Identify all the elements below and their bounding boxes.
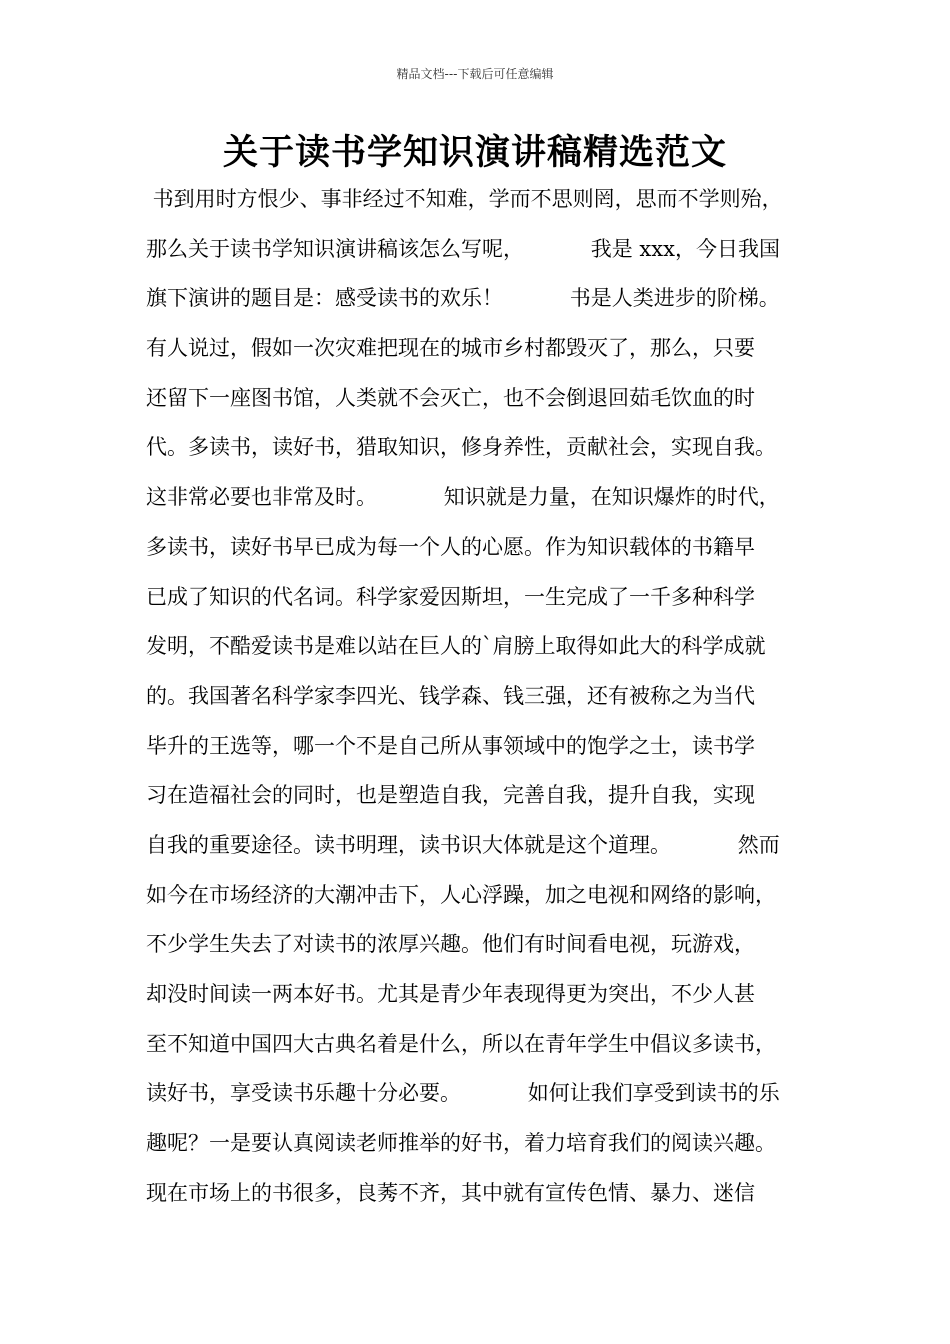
paragraph-line: 的。我国著名科学家李四光、钱学森、钱三强，还有被称之为当代 <box>146 683 755 708</box>
paragraph-line: 不少学生失去了对读书的浓厚兴趣。他们有时间看电视，玩游戏， <box>146 932 755 957</box>
paragraph-line: 还留下一座图书馆，人类就不会灭亡，也不会倒退回茹毛饮血的时 <box>146 385 755 410</box>
paragraph-line: 读好书，享受读书乐趣十分必要。 如何让我们享受到读书的乐 <box>146 1081 780 1106</box>
paragraph-line: 书到用时方恨少、事非经过不知难，学而不思则罔，思而不学则殆， <box>146 187 783 211</box>
paragraph-line: 多读书，读好书早已成为每一个人的心愿。作为知识载体的书籍早 <box>146 534 755 559</box>
paragraph-line: 有人说过，假如一次灾难把现在的城市乡村都毁灭了，那么，只要 <box>146 336 755 361</box>
paragraph-line: 习在造福社会的同时，也是塑造自我，完善自我，提升自我，实现 <box>146 783 755 808</box>
document-title: 关于读书学知识演讲稿精选范文 <box>222 133 727 173</box>
paragraph-line: 代。多读书，读好书，猎取知识，修身养性，贡献社会，实现自我。 <box>146 435 776 460</box>
paragraph-line: 毕升的王选等，哪一个不是自己所从事领域中的饱学之士，读书学 <box>146 733 755 758</box>
paragraph-line: 如今在市场经济的大潮冲击下，人心浮躁，加之电视和网络的影响， <box>146 882 776 907</box>
paragraph-line: 发明，不酷爱读书是难以站在巨人的`肩膀上取得如此大的科学成就 <box>146 634 766 659</box>
paragraph-line: 趣呢？一是要认真阅读老师推举的好书，着力培育我们的阅读兴趣。 <box>146 1131 776 1156</box>
header-note: 精品文档---下载后可任意编辑 <box>396 67 554 81</box>
document-body <box>146 179 836 1222</box>
paragraph-line: 现在市场上的书很多，良莠不齐，其中就有宣传色情、暴力、迷信 <box>146 1180 755 1205</box>
paragraph-line: 至不知道中国四大古典名着是什么，所以在青年学生中倡议多读书， <box>146 1031 776 1056</box>
paragraph-line: 那么关于读书学知识演讲稿该怎么写呢， 我是 xxx，今日我国 <box>146 236 780 261</box>
paragraph-line: 已成了知识的代名词。科学家爱因斯坦，一生完成了一千多种科学 <box>146 584 755 609</box>
paragraph-line: 旗下演讲的题目是：感受读书的欢乐！ 书是人类进步的阶梯。 <box>146 286 780 311</box>
paragraph-line: 自我的重要途径。读书明理，读书识大体就是这个道理。 然而 <box>146 832 780 857</box>
paragraph-line: 这非常必要也非常及时。 知识就是力量，在知识爆炸的时代， <box>146 485 780 510</box>
paragraph-line: 却没时间读一两本好书。尤其是青少年表现得更为突出，不少人甚 <box>146 982 755 1006</box>
